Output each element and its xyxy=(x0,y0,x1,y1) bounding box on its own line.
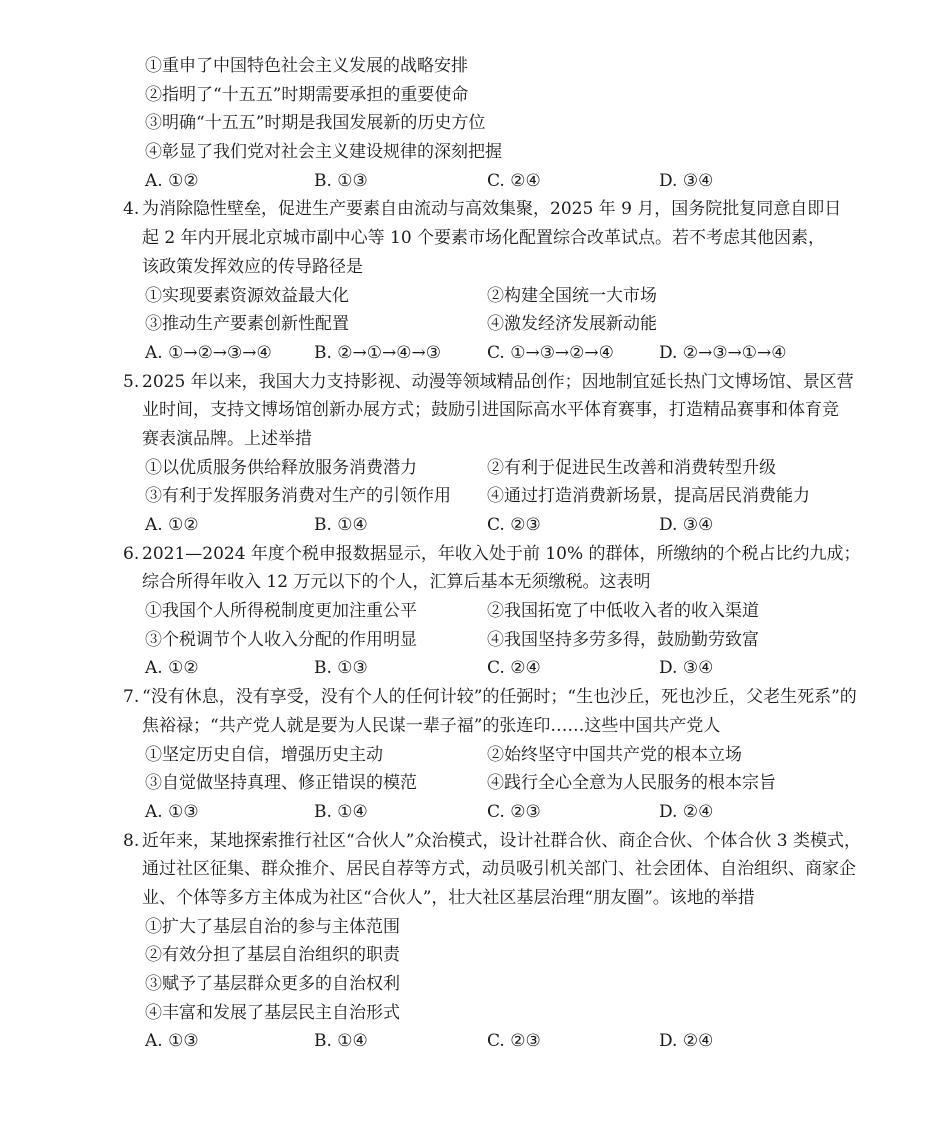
choice-a[interactable]: A. ①② xyxy=(145,515,199,535)
question-4 xyxy=(0,195,950,367)
choice-b[interactable]: B. ①④ xyxy=(314,515,368,535)
choice-b[interactable]: B. ①③ xyxy=(314,658,368,679)
option-item: ②我国拓宽了中低收入者的收入渠道 xyxy=(487,601,759,622)
option-item: ①我国个人所得税制度更加注重公平 xyxy=(145,601,417,622)
choice-b[interactable]: B. ①④ xyxy=(314,801,368,822)
question-stem: 起 2 年内开展北京城市副中心等 10 个要素市场化配置综合改革试点。若不考虑其他因素， xyxy=(142,228,826,249)
choice-a[interactable]: A. ①② xyxy=(145,170,199,191)
choice-d[interactable]: D. ②④ xyxy=(659,801,714,822)
choice-d[interactable]: D. ③④ xyxy=(659,170,714,191)
option-item: ④践行全心全意为人民服务的根本宗旨 xyxy=(487,773,776,794)
option-item: ③赋予了基层群众更多的自治权利 xyxy=(145,974,400,994)
option-row xyxy=(0,310,950,339)
choices-row xyxy=(0,1027,950,1056)
question-stem: 综合所得年收入 12 万元以下的个人，汇算后基本无须缴税。这表明 xyxy=(142,572,651,593)
choice-c[interactable]: C. ②③ xyxy=(487,515,541,535)
choices-row xyxy=(0,654,950,683)
question-number: 5. xyxy=(123,371,140,392)
option-row xyxy=(0,626,950,655)
choice-c[interactable]: C. ②④ xyxy=(487,170,541,191)
choice-d[interactable]: D. ②→③→①→④ xyxy=(659,342,787,363)
option-row xyxy=(0,482,950,511)
option-row xyxy=(0,769,950,798)
choice-b[interactable]: B. ①③ xyxy=(314,170,368,191)
choice-d[interactable]: D. ③④ xyxy=(659,515,714,535)
choice-b[interactable]: B. ①④ xyxy=(314,1031,368,1052)
option-item: ④激发经济发展新动能 xyxy=(487,314,657,335)
option-item: ②有效分担了基层自治组织的职责 xyxy=(145,945,400,966)
question-7 xyxy=(0,683,950,826)
question-8 xyxy=(0,827,950,1057)
question-stem: 4. 为消除隐性壁垒，促进生产要素自由流动与高效集聚，2025 年 9 月，国务院批复同意自即日 xyxy=(0,195,950,224)
choice-c[interactable]: C. ②③ xyxy=(487,801,541,822)
option-item: ①扩大了基层自治的参与主体范围 xyxy=(145,916,400,937)
option-item: ①重申了中国特色社会主义发展的战略安排 xyxy=(145,56,468,76)
option-item: ④我国坚持多劳多得，鼓励勤劳致富 xyxy=(487,629,759,650)
question-number: 4. xyxy=(123,199,140,220)
option-item: ④丰富和发展了基层民主自治形式 xyxy=(145,1002,400,1023)
question-stem: 业时间，支持文博场馆创新办展方式；鼓励引进国际高水平体育赛事，打造精品赛事和体育竞 xyxy=(142,400,839,421)
choice-a[interactable]: A. ①③ xyxy=(145,801,199,822)
question-stem: 焦裕禄；“共产党人就是要为人民谋一辈子福”的张连印……这些中国共产党人 xyxy=(142,715,721,736)
question-stem: 6. 2021—2024 年度个税申报数据显示，年收入处于前 10% 的群体，所缴纳的个税占比约九成； xyxy=(0,540,950,569)
option-row xyxy=(0,741,950,770)
question-stem: 5. 2025 年以来，我国大力支持影视、动漫等领域精品创作；因地制宜延长热门文博场馆、景区营 xyxy=(0,368,950,397)
question-number: 6. xyxy=(123,543,140,564)
choice-d[interactable]: D. ②④ xyxy=(659,1031,714,1052)
option-item: ④彰显了我们党对社会主义建设规律的深刻把握 xyxy=(145,142,502,163)
choice-c[interactable]: C. ①→③→②→④ xyxy=(487,342,614,363)
choice-a[interactable]: A. ①③ xyxy=(145,1031,199,1052)
option-row xyxy=(0,454,950,483)
choices-row xyxy=(0,511,950,540)
choice-c[interactable]: C. ②④ xyxy=(487,658,541,679)
choice-c[interactable]: C. ②③ xyxy=(487,1031,541,1052)
option-item: ②始终坚守中国共产党的根本立场 xyxy=(487,744,742,765)
question-stem: 7. “没有休息，没有享受，没有个人的任何计较”的任弼时；“生也沙丘，死也沙丘，父老生死系”的 xyxy=(0,683,950,712)
option-item: ③有利于发挥服务消费对生产的引领作用 xyxy=(145,486,451,507)
option-item: ①以优质服务供给释放服务消费潜力 xyxy=(145,457,417,478)
question-stem: 该政策发挥效应的传导路径是 xyxy=(142,256,363,277)
option-item: ②指明了“十五五”时期需要承担的重要使命 xyxy=(145,84,469,105)
question-stem: 通过社区征集、群众推介、居民自荐等方式，动员吸引机关部门、社会团体、自治组织、商家企 xyxy=(142,859,856,880)
question-stem: 业、个体等多方主体成为社区“合伙人”，壮大社区基层治理“朋友圈”。该地的举措 xyxy=(142,887,755,908)
option-item: ③明确“十五五”时期是我国发展新的历史方位 xyxy=(145,113,486,134)
question-stem: 赛表演品牌。上述举措 xyxy=(142,428,312,449)
question-number: 8. xyxy=(123,830,140,851)
question-5 xyxy=(0,368,950,540)
choices-row xyxy=(0,798,950,827)
option-item: ①坚定历史自信，增强历史主动 xyxy=(145,744,383,765)
option-item: ④通过打造消费新场景，提高居民消费能力 xyxy=(487,486,810,507)
option-row xyxy=(0,282,950,311)
option-item: ③个税调节个人收入分配的作用明显 xyxy=(145,629,417,650)
option-item: ①实现要素资源效益最大化 xyxy=(145,285,349,306)
option-item: ③推动生产要素创新性配置 xyxy=(145,314,349,335)
option-item: ②有利于促进民生改善和消费转型升级 xyxy=(487,457,776,478)
choices-row xyxy=(0,339,950,368)
question-3 xyxy=(0,52,950,195)
question-stem: 8. 近年来，某地探索推行社区“合伙人”众治模式，设计社群合伙、商企合伙、个体合伙 3 类模式， xyxy=(0,827,950,856)
option-row xyxy=(0,597,950,626)
option-item: ②构建全国统一大市场 xyxy=(487,285,657,306)
choice-b[interactable]: B. ②→①→④→③ xyxy=(314,342,441,363)
choice-d[interactable]: D. ③④ xyxy=(659,658,714,679)
question-6 xyxy=(0,540,950,683)
choices-row xyxy=(0,167,950,196)
option-item: ③自觉做坚持真理、修正错误的模范 xyxy=(145,773,417,794)
question-number: 7. xyxy=(123,687,140,708)
choice-a[interactable]: A. ①→②→③→④ xyxy=(145,342,272,363)
choice-a[interactable]: A. ①② xyxy=(145,658,199,679)
